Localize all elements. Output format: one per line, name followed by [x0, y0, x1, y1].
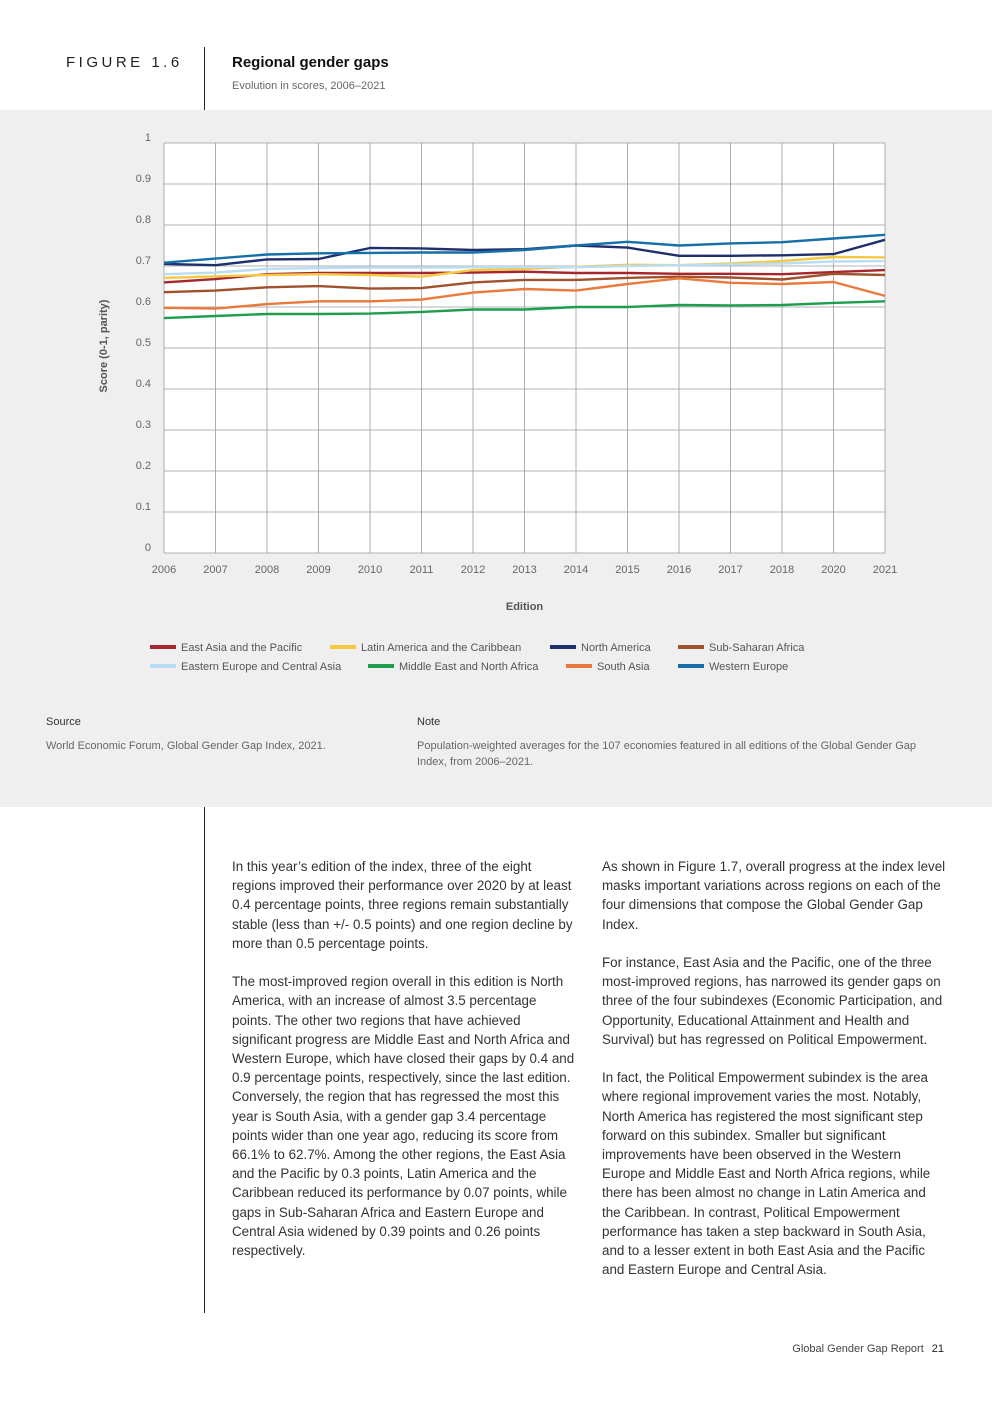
y-tick-label: 0.2 — [135, 460, 151, 472]
note-heading: Note — [417, 716, 441, 728]
line-chart — [0, 110, 992, 640]
body-paragraph: In fact, the Political Empowerment subindex is the area where regional improvement varies the most. Notably, North America has registered the most significant step forward on this subindex. Smaller but significant improvements have been observed in the Western Europe and Middle East and North Africa regions, while there has been almost no change in Latin America and the Caribbean. In contrast, Political Empowerment performance has taken a step backward in South Asia, and to a lesser extent in both East Asia and the Pacific and Eastern Europe and Central Asia. — [602, 1070, 931, 1278]
figure-title: Regional gender gaps — [232, 54, 389, 71]
legend-item — [368, 661, 538, 673]
x-tick-label: 2012 — [460, 564, 486, 576]
x-tick-label: 2018 — [769, 564, 795, 576]
legend-item — [678, 642, 804, 654]
x-tick-label: 2008 — [254, 564, 280, 576]
legend-swatch — [566, 664, 592, 668]
y-tick-label: 0 — [144, 542, 151, 554]
legend-label: Eastern Europe and Central Asia — [181, 661, 342, 673]
report-name: Global Gender Gap Report — [792, 1343, 924, 1355]
divider-line-top — [204, 47, 205, 110]
legend-swatch — [150, 645, 176, 649]
y-tick-label: 0.1 — [135, 501, 151, 513]
x-axis-label: Edition — [505, 601, 544, 613]
x-tick-label: 2013 — [512, 564, 537, 576]
body-paragraph: The most-improved region overall in this edition is North America, with an increase of almost 3.5 percentage points. The other two regions that have achieved significant progress are Middle East and North Africa and Western Europe, which have closed their gaps by 0.4 and 0.9 percentage points, respectively, since the last edition. Conversely, the region that has regressed the most this year is South Asia, with a gender gap 3.4 percentage points wider than one year ago, reducing its score from 66.1% to 62.7%. Among the other regions, the East Asia and the Pacific by 0.3 points, Latin America and the Caribbean reduced its performance by 0.07 points, while gaps in Sub-Saharan Africa and Eastern Europe and Central Asia widened by 0.39 points and 0.26 points respectively. — [232, 974, 575, 1259]
x-tick-label: 2014 — [563, 564, 589, 576]
legend-label: North America — [581, 642, 651, 654]
x-tick-label: 2007 — [203, 564, 228, 576]
legend-item — [550, 642, 651, 654]
figure-label: FIGURE 1.6 — [66, 54, 183, 71]
body-column-right — [602, 857, 946, 1299]
legend-swatch — [678, 664, 704, 668]
legend-swatch — [678, 645, 704, 649]
x-tick-label: 2021 — [872, 564, 898, 576]
x-tick-label: 2016 — [666, 564, 692, 576]
divider-line-bottom — [204, 807, 205, 1313]
legend-label: East Asia and the Pacific — [181, 642, 303, 654]
figure-subtitle: Evolution in scores, 2006–2021 — [232, 80, 386, 92]
page-footer — [792, 1343, 944, 1355]
body-column-left — [232, 857, 576, 1279]
legend-label: Sub-Saharan Africa — [709, 642, 805, 654]
legend-swatch — [368, 664, 394, 668]
x-tick-label: 2017 — [718, 564, 743, 576]
source-text: World Economic Forum, Global Gender Gap Index, 2021. — [46, 740, 326, 752]
legend-swatch — [550, 645, 576, 649]
y-tick-label: 1 — [144, 132, 151, 144]
x-tick-label: 2006 — [151, 564, 177, 576]
y-tick-label: 0.9 — [135, 173, 151, 185]
legend-label: Middle East and North Africa — [399, 661, 539, 673]
body-paragraph: As shown in Figure 1.7, overall progress at the index level masks important variations across regions on each of the four dimensions that compose the Global Gender Gap Index. — [602, 859, 946, 932]
legend-swatch — [150, 664, 176, 668]
x-tick-label: 2020 — [821, 564, 846, 576]
y-tick-label: 0.8 — [135, 214, 151, 226]
legend-item — [566, 661, 650, 673]
legend-label: South Asia — [597, 661, 650, 673]
y-tick-label: 0.5 — [135, 337, 151, 349]
body-paragraph: For instance, East Asia and the Pacific, one of the three most-improved regions, has narrowed its gender gaps on three of the four subindexes (Economic Participation, and Opportunity, Educational Attainment and Health and Survival) but has regressed on Political Empowerment. — [602, 955, 943, 1047]
y-axis-label: Score (0-1, parity) — [98, 299, 110, 393]
y-tick-label: 0.4 — [135, 378, 151, 390]
page-number: 21 — [931, 1343, 944, 1355]
y-tick-label: 0.6 — [135, 296, 151, 308]
source-heading: Source — [46, 716, 81, 728]
legend-item — [150, 661, 341, 673]
x-tick-label: 2010 — [357, 564, 383, 576]
y-tick-label: 0.3 — [135, 419, 151, 431]
x-tick-label: 2015 — [615, 564, 640, 576]
legend-swatch — [330, 645, 356, 649]
x-tick-label: 2011 — [409, 564, 434, 576]
legend-label: Latin America and the Caribbean — [361, 642, 522, 654]
y-tick-label: 0.7 — [135, 255, 151, 267]
body-paragraph: In this year’s edition of the index, three of the eight regions improved their performance over 2020 by at least 0.4 percentage points, three regions remain substantially stable (less than +/- 0.5 points) and one region decline by more than 0.5 percentage points. — [232, 859, 573, 951]
x-tick-label: 2009 — [306, 564, 331, 576]
legend-item — [330, 642, 521, 654]
note-text: Population-weighted averages for the 107 economies featured in all editions of the Global Gender Gap Index, from 2006–2021. — [417, 740, 916, 768]
legend-item — [150, 642, 302, 654]
legend-item — [678, 661, 788, 673]
legend-label: Western Europe — [709, 661, 789, 673]
